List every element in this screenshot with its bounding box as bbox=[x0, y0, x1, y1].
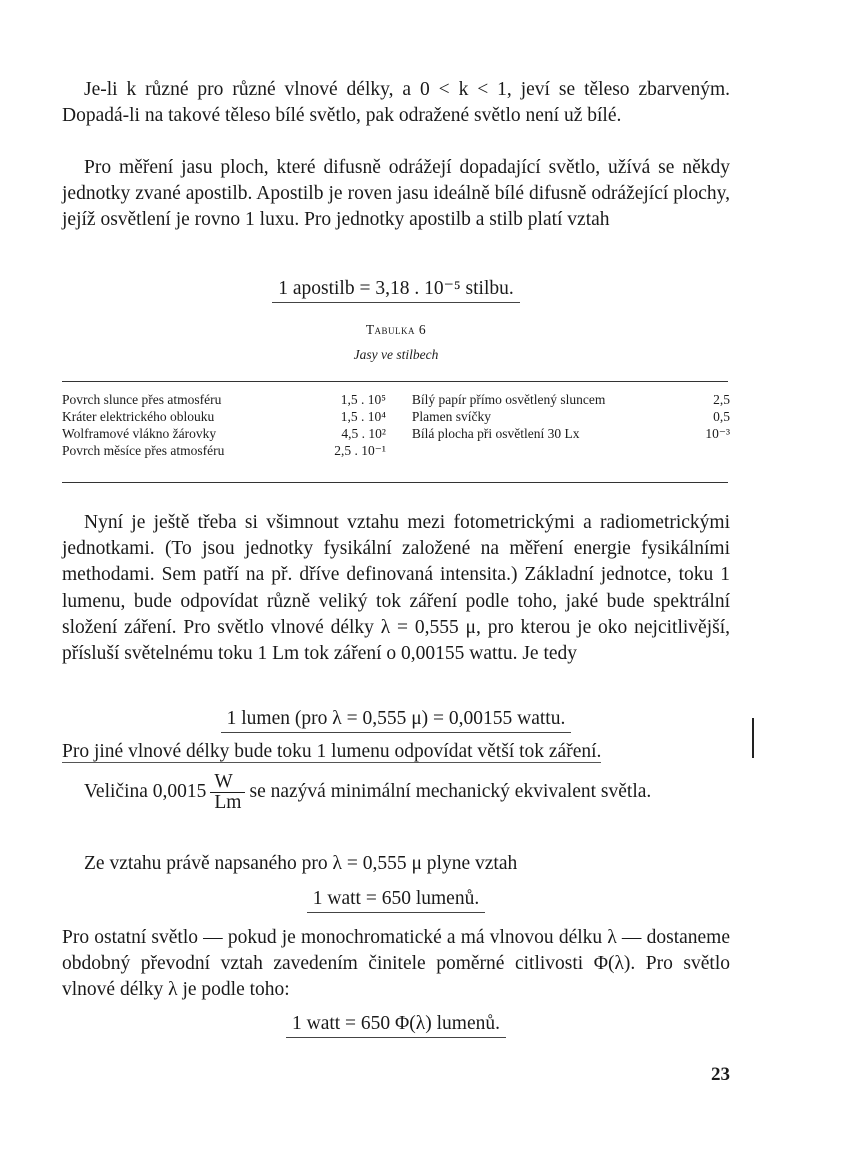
paragraph-relative-sensitivity bbox=[62, 925, 730, 1004]
table-cell-right-value: 2,5 bbox=[713, 392, 730, 407]
table-cell-right-value: 10⁻³ bbox=[705, 426, 730, 441]
table-cell-left-value: 1,5 . 10⁴ bbox=[340, 409, 386, 424]
table-cell-left-label: Povrch slunce přes atmosféru bbox=[62, 392, 222, 407]
paragraph-radiometric bbox=[62, 510, 730, 667]
table-cell-left-value: 4,5 . 10² bbox=[341, 426, 386, 441]
fraction-w-over-lm bbox=[210, 772, 245, 813]
equation-text: 1 watt = 650 Φ(λ) lumenů. bbox=[286, 1013, 506, 1038]
paragraph-apostilb bbox=[62, 155, 730, 234]
equation-watt-lumen bbox=[62, 886, 730, 912]
equation-lumen-watt bbox=[62, 706, 730, 732]
table-cell-right-value: 0,5 bbox=[713, 409, 730, 424]
equation-apostilb-stilb bbox=[62, 276, 730, 302]
fraction-numerator: W bbox=[210, 772, 245, 793]
equation-text: 1 lumen (pro λ = 0,555 μ) = 0,00155 wattu. bbox=[221, 708, 572, 733]
brightness-table bbox=[62, 391, 730, 459]
table-cell-right-label: Bílá plocha při osvětlení 30 Lx bbox=[411, 426, 580, 441]
paragraph-text: Ze vztahu právě napsaného pro λ = 0,555 μ plyne vztah bbox=[84, 853, 518, 874]
table-row bbox=[62, 425, 730, 442]
equation-text: 1 watt = 650 lumenů. bbox=[307, 888, 485, 913]
paragraph-text: Je-li k různé pro různé vlnové délky, a 0 < k < 1, jeví se těleso zbarveným. Dopadá-li na takové těleso bílé světlo, pak odražené světlo není už bílé. bbox=[62, 79, 730, 127]
table-cell-right-label bbox=[412, 442, 694, 459]
table-bottom-rule bbox=[62, 482, 728, 483]
paragraph-text: Pro jiné vlnové délky bude toku 1 lumenu odpovídat větší tok záření. bbox=[62, 741, 602, 762]
table-row bbox=[62, 391, 730, 408]
equation-watt-phi-lumen bbox=[62, 1011, 730, 1037]
table-cell-right-value bbox=[694, 442, 730, 459]
margin-pencil-mark bbox=[752, 718, 754, 758]
paragraph-color-bodies bbox=[62, 77, 730, 129]
table-cell-left-value: 1,5 . 10⁵ bbox=[340, 392, 386, 407]
page-number: 23 bbox=[711, 1064, 730, 1085]
equation-text: 1 apostilb = 3,18 . 10⁻⁵ stilbu. bbox=[272, 278, 520, 303]
paragraph-mechanical-equivalent bbox=[62, 768, 730, 816]
table-subtitle: Jasy ve stilbech bbox=[353, 347, 439, 362]
paragraph-text: Nyní je ještě třeba si všimnout vztahu mezi fotometrickými a radiometrickými jednotkami. (To jsou jednotky fysikální založené na měření energie fysikálními methodami. Sem patří na př. dříve definovaná intensita.) Základní jednotce, toku 1 lumenu, bude odpovídat různě veliký tok záření podle toho, jaké bude spektrální složení záření. Pro světlo vlnové délky λ = 0,555 μ, pro kterou je oko nejcitlivější, přísluší světelnému toku 1 Lm tok záření o 0,00155 wattu. Je tedy bbox=[62, 512, 730, 665]
table-cell-left-label: Kráter elektrického oblouku bbox=[62, 409, 215, 424]
table-top-rule bbox=[62, 381, 728, 382]
table-cell-left-label: Wolframové vlákno žárovky bbox=[62, 426, 217, 441]
table-row bbox=[62, 442, 730, 459]
mech-equivalent-before: Veličina 0,0015 bbox=[84, 781, 207, 802]
fraction-denominator: Lm bbox=[214, 792, 242, 814]
table-caption: Tabulka 6 bbox=[365, 322, 427, 337]
table-cell-right-label: Bílý papír přímo osvětlený sluncem bbox=[411, 392, 606, 407]
paragraph-text: Pro ostatní světlo — pokud je monochromatické a má vlnovou délku λ — dostaneme obdobný převodní vztah zavedením činitele poměrné citlivosti Φ(λ). Pro světlo vlnové délky λ je podle toho: bbox=[62, 927, 730, 1001]
paragraph-derivation bbox=[62, 851, 730, 877]
paragraph-text: Pro měření jasu ploch, které difusně odrážejí dopadající světlo, užívá se někdy jednotky zvané apostilb. Apostilb je roven jasu ideálně bílé difusně odrážející plochy, jejíž osvětlení je rovno 1 luxu. Pro jednotky apostilb a stilb platí vztah bbox=[62, 157, 730, 231]
table-cell-right-label: Plamen svíčky bbox=[411, 409, 492, 424]
table-cell-left-label: Povrch měsíce přes atmosféru bbox=[62, 443, 225, 458]
mech-equivalent-after: se nazývá minimální mechanický ekvivalent světla. bbox=[249, 781, 652, 802]
paragraph-other-wavelengths bbox=[62, 739, 730, 765]
table-cell-left-value: 2,5 . 10⁻¹ bbox=[334, 443, 386, 458]
table-row bbox=[62, 408, 730, 425]
